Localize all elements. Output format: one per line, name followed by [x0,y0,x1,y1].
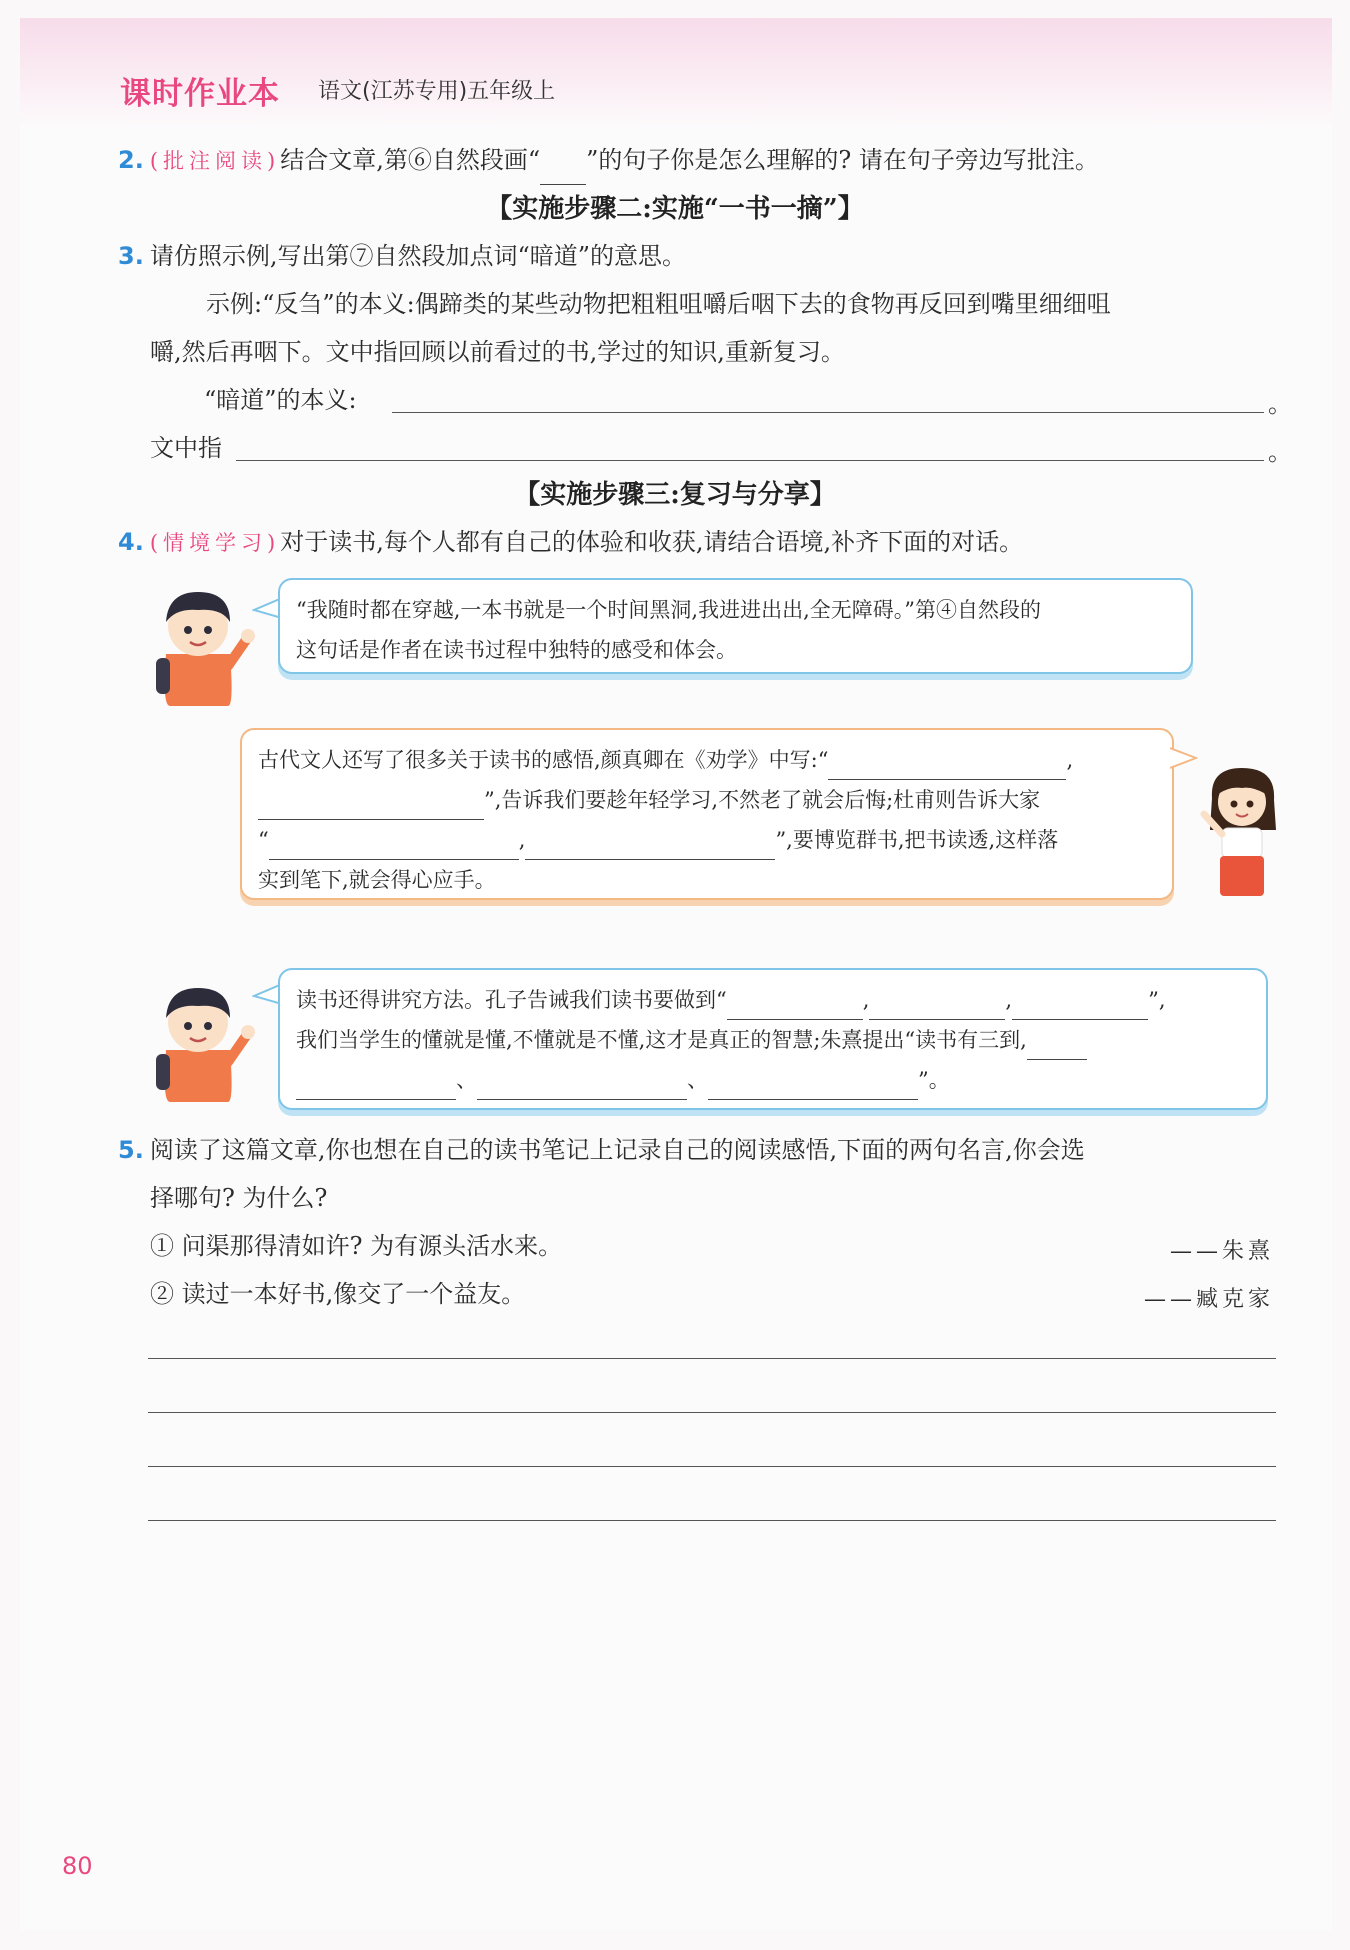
bubble-text: “ [258,828,269,852]
question-number: 2. [118,146,144,174]
question-number: 4. [118,528,144,556]
question-4 [118,518,1023,567]
speech-bubble-2 [240,728,1174,900]
answer-blank[interactable] [869,989,1005,1020]
bubble-text: 实到笔下,就会得心应手。 [258,868,496,892]
question-text: 结合文章,第⑥自然段画“ [280,146,541,174]
question-3 [118,232,686,280]
context-meaning-label: 文中指 [150,434,222,462]
answer-blank[interactable] [1012,989,1148,1020]
quote-1: ① 问渠那得清如许? 为有源头活水来。 [150,1232,563,1260]
bubble-text: 这句话是作者在读书过程中独特的感受和体会。 [296,638,737,662]
answer-blank[interactable] [258,789,484,820]
bubble-text: 读书还得讲究方法。孔子告诫我们读书要做到“ [296,988,727,1012]
step-heading: 【实施步骤二:实施“一书一摘”】 [486,194,864,224]
period: 。 [1268,390,1292,418]
context-meaning-answer-line[interactable] [236,460,1264,461]
question-tag: (情境学习) [149,531,281,555]
brand-title: 课时作业本 [120,76,280,112]
bubble-text: , [1005,988,1013,1012]
bubble-tail [1170,746,1198,770]
bubble-line [296,1060,1250,1100]
bubble-line [296,980,1250,1020]
step-heading: 【实施步骤三:复习与分享】 [514,480,836,510]
answer-blank[interactable] [1027,1029,1087,1060]
underline-mark [540,160,586,185]
question-5 [118,1126,1085,1174]
bubble-text: , [1066,748,1074,772]
question-text-continued: 择哪句? 为什么? [150,1184,328,1212]
period: 。 [1268,438,1292,466]
bubble-line [296,1020,1250,1060]
answer-blank[interactable] [269,829,519,860]
girl-character [1196,764,1288,898]
question-number: 3. [118,242,144,270]
bubble-line [258,740,1156,780]
bubble-line [258,820,1156,860]
boy-character [142,978,260,1104]
original-meaning-answer-line[interactable] [392,412,1264,413]
question-text: 阅读了这篇文章,你也想在自己的读书笔记上记录自己的阅读感悟,下面的两句名言,你会选 [149,1136,1085,1164]
answer-blank[interactable] [525,829,775,860]
bubble-text: ”。 [918,1068,950,1092]
quote-1-author: ——朱熹 [1169,1239,1274,1264]
answer-blank[interactable] [296,1069,456,1100]
answer-blank[interactable] [708,1069,918,1100]
page-number: 80 [62,1852,93,1880]
question-tag: (批注阅读) [149,149,281,173]
answer-blank[interactable] [477,1069,687,1100]
bubble-text: ”,告诉我们要趁年轻学习,不然老了就会后悔;杜甫则告诉大家 [484,788,1041,812]
quote-2: ② 读过一本好书,像交了一个益友。 [150,1280,526,1308]
question-2 [118,136,1099,185]
question-text: ”的句子你是怎么理解的? 请在句子旁边写批注。 [586,146,1099,174]
bubble-text: 我们当学生的懂就是懂,不懂就是不懂,这才是真正的智慧;朱熹提出“读书有三到, [296,1028,1027,1052]
boy-character [142,582,260,708]
answer-line[interactable] [148,1412,1276,1413]
bubble-line [258,780,1156,820]
answer-line[interactable] [148,1520,1276,1521]
speech-bubble-3 [278,968,1268,1110]
subject-title: 语文(江苏专用)五年级上 [318,79,556,104]
original-meaning-label: “暗道”的本义: [204,386,357,414]
answer-line[interactable] [148,1466,1276,1467]
bubble-text: 、 [687,1068,708,1092]
bubble-text: ”, [1148,988,1166,1012]
answer-blank[interactable] [828,749,1066,780]
example-line: 示例:“反刍”的本义:偶蹄类的某些动物把粗粗咀嚼后咽下去的食物再反回到嘴里细细咀 [206,290,1111,318]
speech-bubble-1 [278,578,1193,674]
question-text: 请仿照示例,写出第⑦自然段加点词“暗道”的意思。 [149,242,686,270]
quote-2-author: ——臧克家 [1143,1287,1274,1312]
question-number: 5. [118,1136,144,1164]
bubble-text: ”,要博览群书,把书读透,这样落 [775,828,1059,852]
bubble-text: “我随时都在穿越,一本书就是一个时间黑洞,我进进出出,全无障碍。”第④自然段的 [296,598,1041,622]
bubble-text: 、 [456,1068,477,1092]
bubble-text: , [862,988,870,1012]
example-line: 嚼,然后再咽下。文中指回顾以前看过的书,学过的知识,重新复习。 [150,338,845,366]
bubble-text: , [518,828,526,852]
answer-blank[interactable] [727,989,863,1020]
question-text: 对于读书,每个人都有自己的体验和收获,请结合语境,补齐下面的对话。 [280,528,1024,556]
answer-line[interactable] [148,1358,1276,1359]
bubble-text: 古代文人还写了很多关于读书的感悟,颜真卿在《劝学》中写:“ [258,748,829,772]
